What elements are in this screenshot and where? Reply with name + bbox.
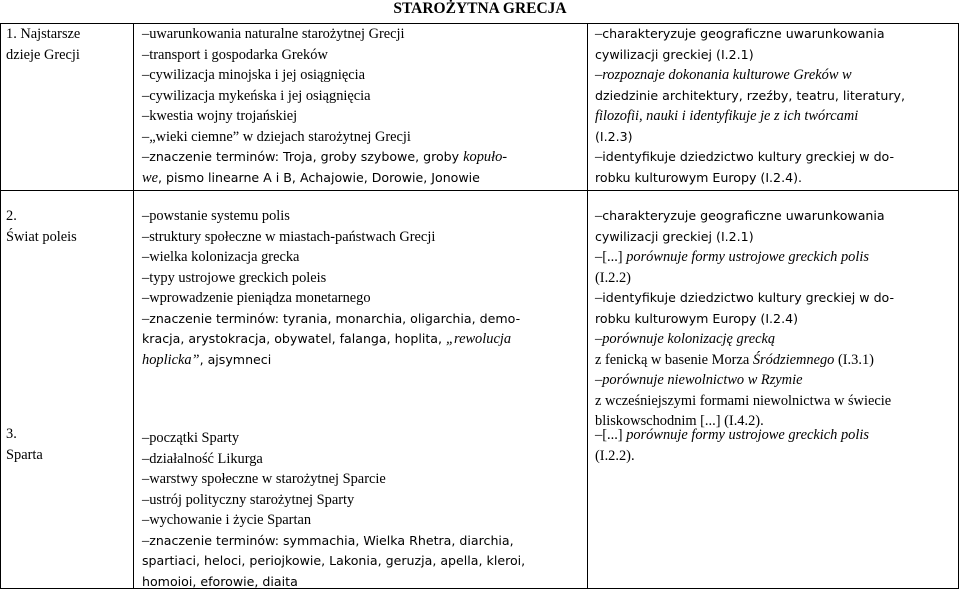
outcome-line (595, 206, 885, 227)
bullet-dash: – (142, 449, 149, 470)
outcome-line (595, 45, 754, 66)
outcome-line (595, 268, 631, 289)
outcome-line (595, 350, 874, 371)
outcome-text: robku kulturowym Europy (I.2.4) (595, 311, 798, 326)
content-line (142, 288, 371, 309)
content-text: wprowadzenie pieniądza monetarnego (149, 290, 370, 306)
outcome-line (595, 147, 894, 168)
topic-label: 3. (6, 424, 17, 445)
content-text: powstanie systemu polis (149, 208, 290, 224)
outcome-text: (I.2.3) (595, 129, 633, 144)
content-text: działalność Likurga (149, 451, 263, 467)
content-text: struktury społeczne w miastach-państwach Grecji (149, 229, 435, 245)
bullet-dash: – (142, 65, 149, 86)
bullet-dash: – (142, 106, 149, 127)
content-line (142, 449, 263, 470)
content-line (142, 490, 354, 511)
outcome-text: porównuje kolonizację grecką (602, 331, 775, 347)
content-text: transport i gospodarka Greków (149, 47, 328, 63)
outcome-text: z fenicką w basenie Morza (595, 352, 753, 368)
outcome-text: bliskowschodnim [...] (I.4.2). (595, 413, 764, 429)
content-line (142, 168, 480, 189)
bullet-dash: – (595, 65, 602, 86)
content-line (142, 86, 371, 107)
outcome-text: z wcześniejszymi formami niewolnictwa w świecie (595, 393, 891, 409)
bullet-dash: – (142, 247, 149, 268)
bullet-dash: – (142, 147, 149, 168)
topic-label: 2. (6, 206, 17, 227)
content-line (142, 247, 299, 268)
outcome-line (595, 65, 852, 86)
outcome-line (595, 24, 885, 45)
bullet-dash: – (142, 268, 149, 289)
content-line (142, 469, 386, 490)
outcome-line (595, 127, 633, 148)
table-border-right (958, 23, 959, 589)
bullet-dash: – (142, 531, 149, 552)
outcome-line (595, 227, 754, 248)
outcome-text: charakteryzuje geograficzne uwarunkowania (602, 208, 884, 223)
content-line (142, 428, 239, 449)
bullet-dash: – (595, 425, 602, 446)
content-text: wychowanie i życie Spartan (149, 512, 311, 528)
outcome-text: porównuje formy ustrojowe greckich polis (626, 249, 869, 265)
content-line (142, 510, 311, 531)
content-text: kracja, arystokracja, obywatel, falanga, hoplita, (142, 331, 446, 346)
content-line (142, 309, 520, 330)
content-line (142, 147, 507, 168)
outcome-text: (I.3.1) (834, 352, 874, 368)
bullet-dash: – (142, 469, 149, 490)
content-text: znaczenie terminów: tyrania, monarchia, oligarchia, demo- (149, 311, 520, 326)
bullet-dash: – (595, 24, 602, 45)
column-divider (587, 23, 588, 589)
outcome-line (595, 288, 894, 309)
bullet-dash: – (595, 370, 602, 391)
content-text: cywilizacja minojska i jej osiągnięcia (149, 67, 365, 83)
content-text: „rewolucja (446, 331, 511, 347)
bullet-dash: – (142, 24, 149, 45)
content-line (142, 227, 435, 248)
topic-label: Sparta (6, 445, 43, 466)
outcome-text: [...] (602, 427, 626, 443)
outcome-line (595, 106, 858, 127)
content-text: , ajsymneci (200, 352, 272, 367)
content-text: we (142, 170, 158, 186)
bullet-dash: – (595, 329, 602, 350)
content-text: typy ustrojowe greckich poleis (149, 270, 326, 286)
outcome-text: filozofii, nauki i identyfikuje je z ich twórcami (595, 108, 858, 124)
content-text: kopuło- (463, 149, 507, 165)
content-line (142, 329, 511, 350)
content-line (142, 45, 328, 66)
bullet-dash: – (142, 510, 149, 531)
outcome-text: rozpoznaje dokonania kulturowe Greków w (602, 67, 851, 83)
content-text: ustrój polityczny starożytnej Sparty (149, 492, 354, 508)
outcome-text: (I.2.2) (595, 270, 631, 286)
outcome-text: identyfikuje dziedzictwo kultury greckiej w do- (602, 149, 894, 164)
content-text: homoioi, eforowie, diaita (142, 574, 298, 589)
bullet-dash: – (142, 288, 149, 309)
content-line (142, 24, 405, 45)
outcome-text: cywilizacji greckiej (I.2.1) (595, 47, 754, 62)
bullet-dash: – (595, 147, 602, 168)
outcome-line (595, 446, 635, 467)
content-line (142, 551, 525, 572)
table-border-left (0, 23, 1, 589)
bullet-dash: – (595, 288, 602, 309)
outcome-line (595, 247, 869, 268)
outcome-line (595, 86, 905, 107)
content-text: spartiaci, heloci, periojkowie, Lakonia, geruzja, apella, kleroi, (142, 553, 525, 568)
row-divider (0, 190, 959, 191)
content-text: cywilizacja mykeńska i jej osiągnięcia (149, 88, 370, 104)
bullet-dash: – (142, 206, 149, 227)
content-text: uwarunkowania naturalne starożytnej Grecji (149, 26, 404, 42)
bullet-dash: – (142, 127, 149, 148)
outcome-line (595, 309, 798, 330)
outcome-text: robku kulturowym Europy (I.2.4). (595, 170, 802, 185)
column-divider (133, 23, 134, 589)
topic-label: 1. Najstarsze (6, 24, 80, 45)
bullet-dash: – (142, 490, 149, 511)
bullet-dash: – (142, 428, 149, 449)
bullet-dash: – (142, 45, 149, 66)
bullet-dash: – (595, 206, 602, 227)
content-text: , pismo linearne A i B, Achajowie, Dorowie, Jonowie (158, 170, 480, 185)
bullet-dash: – (595, 247, 602, 268)
content-line (142, 350, 271, 371)
outcome-line (595, 370, 802, 391)
outcome-line (595, 425, 869, 446)
outcome-text: [...] (602, 249, 626, 265)
topic-label: dzieje Grecji (6, 45, 80, 66)
outcome-text: charakteryzuje geograficzne uwarunkowania (602, 26, 884, 41)
outcome-text: porównuje niewolnictwo w Rzymie (602, 372, 802, 388)
outcome-line (595, 391, 891, 412)
table-title: STAROŻYTNA GRECJA (0, 0, 960, 20)
content-line (142, 106, 297, 127)
content-line (142, 531, 514, 552)
bullet-dash: – (142, 309, 149, 330)
bullet-dash: – (142, 227, 149, 248)
outcome-text: dziedzinie architektury, rzeźby, teatru, literatury, (595, 88, 905, 103)
content-text: wielka kolonizacja grecka (149, 249, 299, 265)
outcome-line (595, 329, 775, 350)
bullet-dash: – (142, 86, 149, 107)
content-text: początki Sparty (149, 430, 239, 446)
content-text: hoplicka” (142, 352, 200, 368)
outcome-text: Śródziemnego (753, 352, 835, 368)
content-line (142, 127, 411, 148)
outcome-text: (I.2.2). (595, 448, 635, 464)
outcome-text: identyfikuje dziedzictwo kultury greckiej w do- (602, 290, 894, 305)
content-line (142, 206, 290, 227)
content-text: znaczenie terminów: Troja, groby szybowe, groby (149, 149, 463, 164)
content-line (142, 65, 365, 86)
content-text: kwestia wojny trojańskiej (149, 108, 297, 124)
outcome-text: cywilizacji greckiej (I.2.1) (595, 229, 754, 244)
content-text: „wieki ciemne” w dziejach starożytnej Grecji (149, 129, 411, 145)
content-text: znaczenie terminów: symmachia, Wielka Rhetra, diarchia, (149, 533, 513, 548)
content-line (142, 268, 326, 289)
outcome-text: porównuje formy ustrojowe greckich polis (626, 427, 869, 443)
content-text: warstwy społeczne w starożytnej Sparcie (149, 471, 386, 487)
topic-label: Świat poleis (6, 227, 77, 248)
outcome-line (595, 168, 802, 189)
